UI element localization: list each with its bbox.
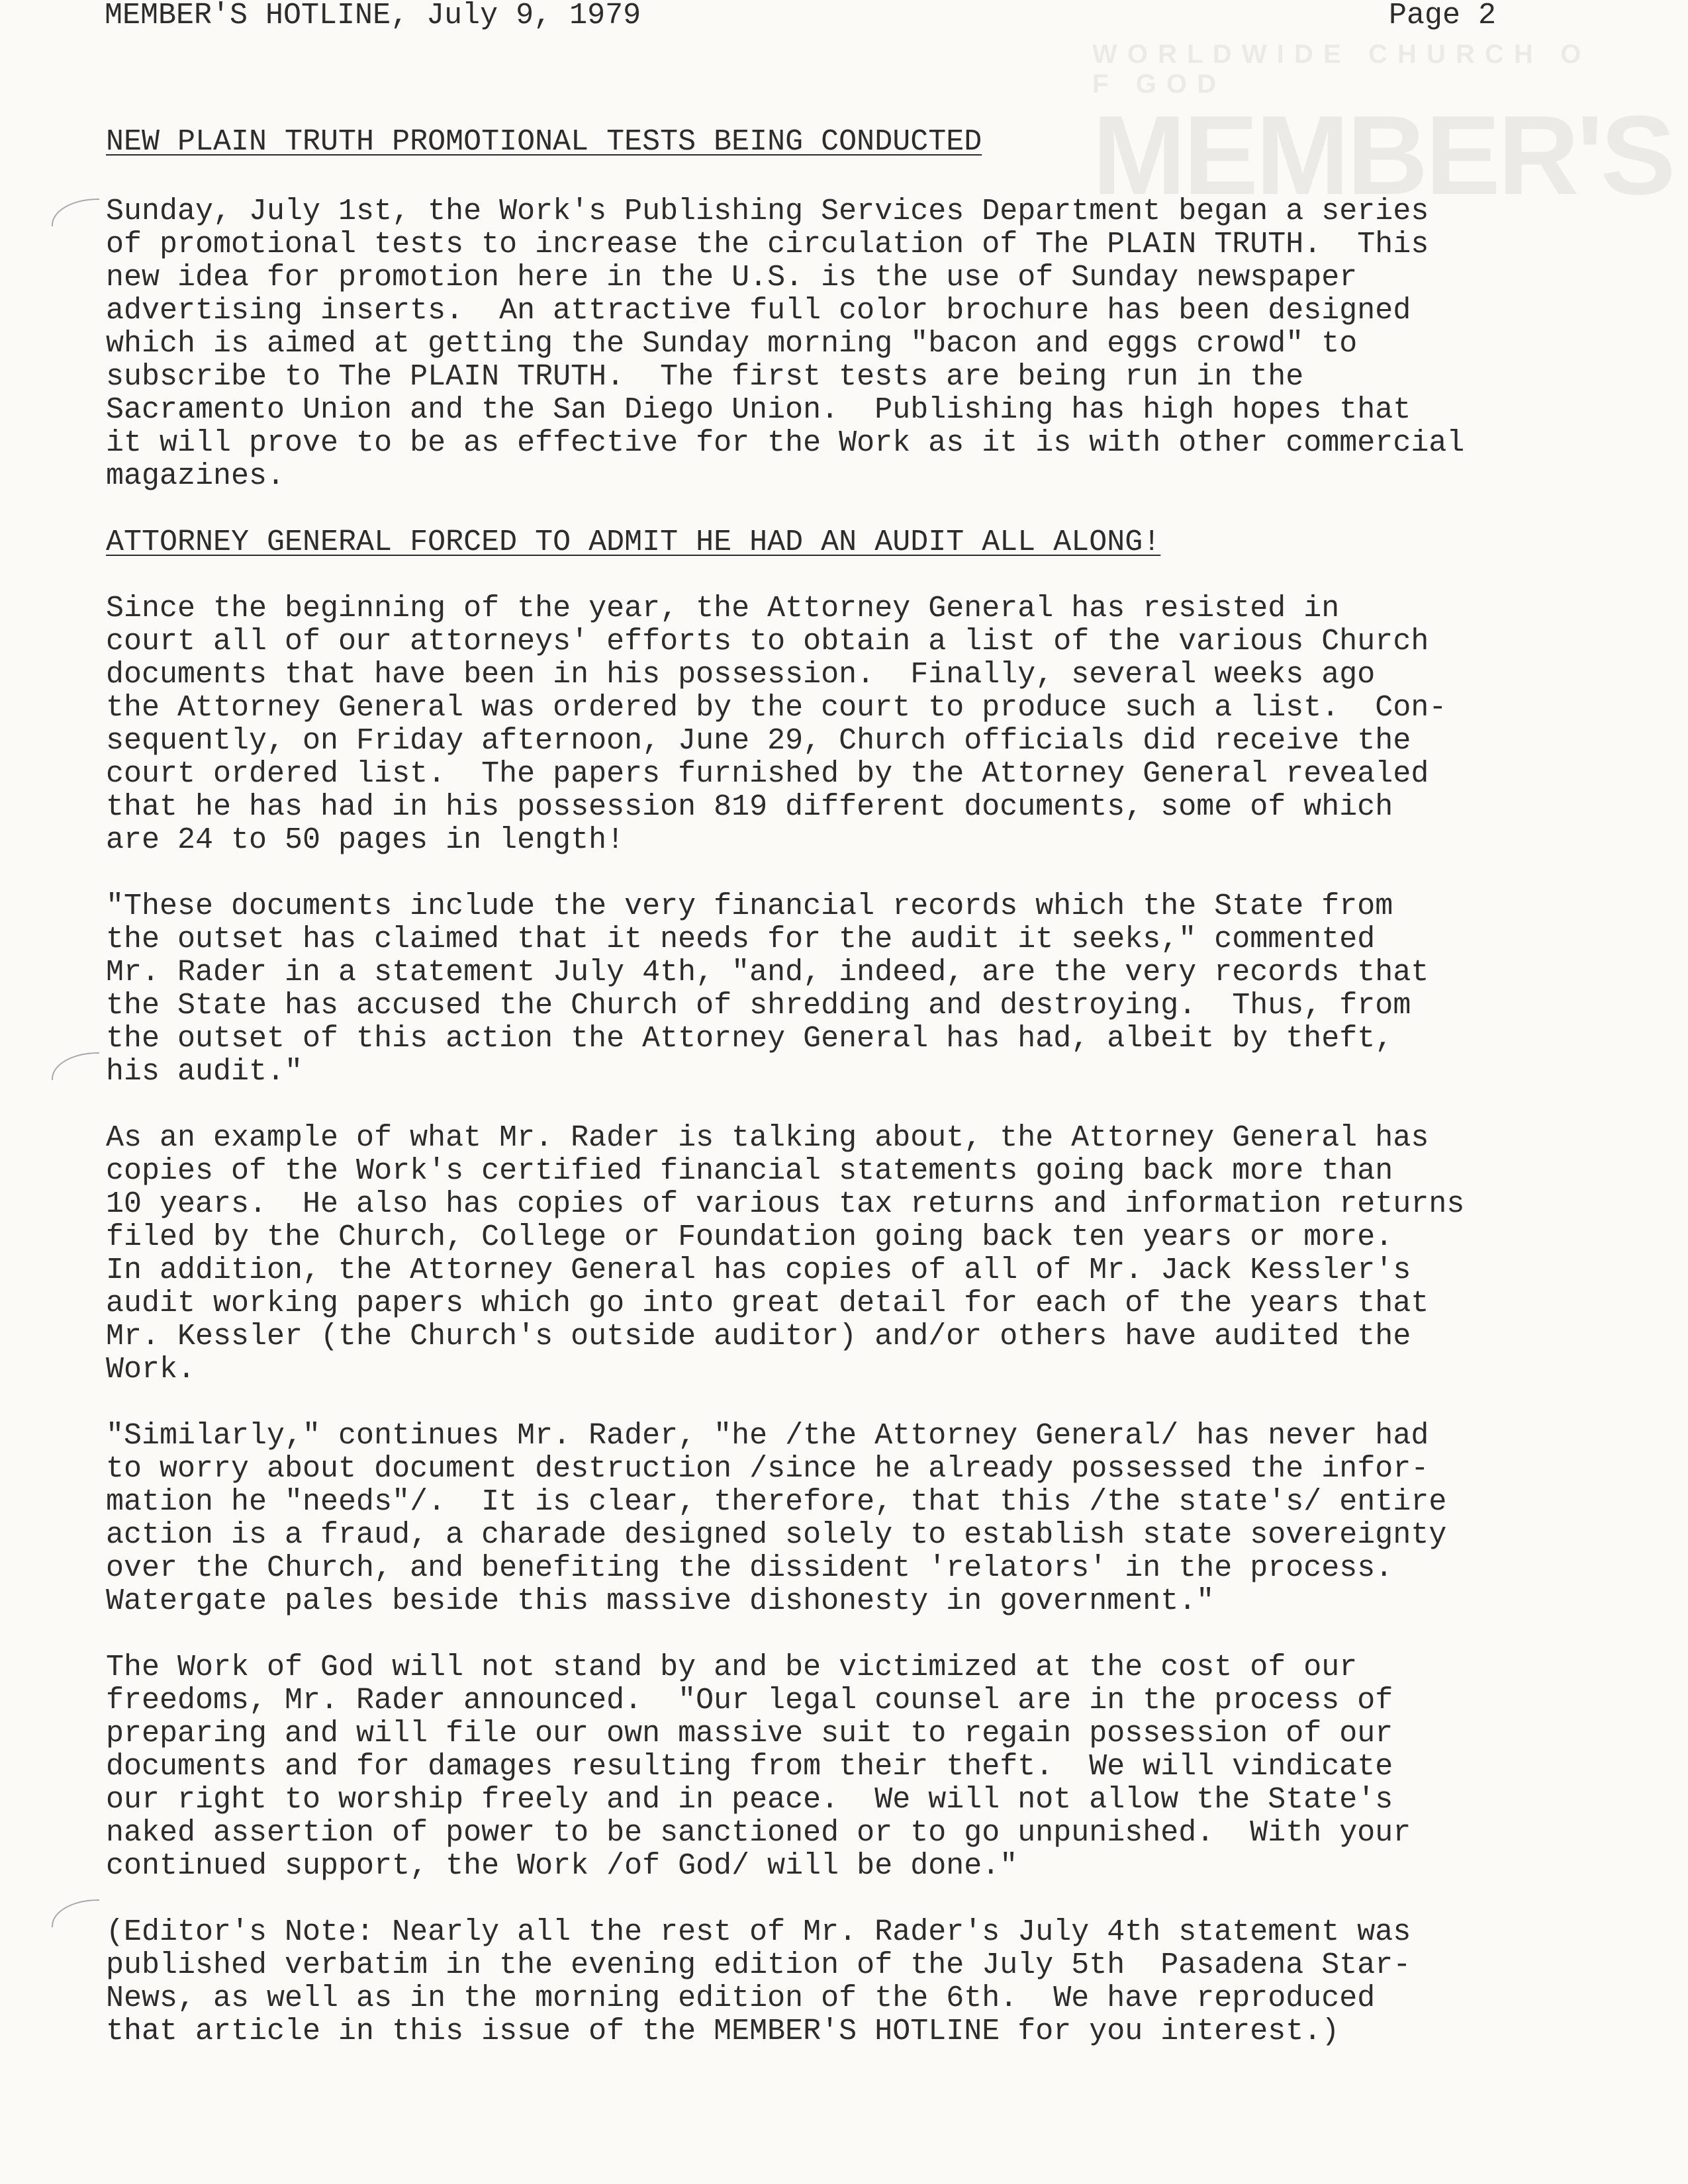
paragraph-editors-note: [106, 1916, 1411, 2048]
text-line: of promotional tests to increase the circulation of The PLAIN TRUTH. This: [106, 228, 1429, 261]
section-heading-plain-truth: NEW PLAIN TRUTH PROMOTIONAL TESTS BEING CONDUCTED: [106, 125, 982, 159]
text-line: copies of the Work's certified financial statements going back more than: [106, 1154, 1393, 1188]
text-line: advertising inserts. An attractive full color brochure has been designed: [106, 294, 1411, 328]
text-line: over the Church, and benefiting the dissident 'relators' in the process.: [106, 1551, 1393, 1585]
text-line: Mr. Kessler (the Church's outside auditor) and/or others have audited the: [106, 1320, 1411, 1353]
text-line: "Similarly," continues Mr. Rader, "he /the Attorney General/ has never had: [106, 1419, 1429, 1453]
text-line: to worry about document destruction /since he already possessed the infor-: [106, 1452, 1429, 1486]
text-line: "These documents include the very financial records which the State from: [106, 889, 1393, 923]
text-line: new idea for promotion here in the U.S. is the use of Sunday newspaper: [106, 261, 1358, 295]
text-line: the Attorney General was ordered by the court to produce such a list. Con-: [106, 691, 1447, 725]
section-heading-attorney-general: ATTORNEY GENERAL FORCED TO ADMIT HE HAD AN AUDIT ALL ALONG!: [106, 525, 1161, 559]
binder-hole-mark: [52, 1899, 99, 1927]
text-line: published verbatim in the evening edition of the July 5th Pasadena Star-: [106, 1948, 1411, 1982]
text-line: News, as well as in the morning edition of the 6th. We have reproduced: [106, 1981, 1376, 2015]
text-line: sequently, on Friday afternoon, June 29, Church officials did receive the: [106, 724, 1411, 758]
text-line: documents and for damages resulting from their theft. We will vindicate: [106, 1750, 1393, 1784]
text-line: preparing and will file our own massive suit to regain possession of our: [106, 1717, 1393, 1751]
text-line: (Editor's Note: Nearly all the rest of Mr. Rader's July 4th statement was: [106, 1915, 1411, 1949]
newsletter-header: MEMBER'S HOTLINE, July 9, 1979: [105, 0, 641, 32]
paragraph-ag-1: [106, 592, 1446, 857]
text-line: that article in this issue of the MEMBER'S HOTLINE for you interest.): [106, 2015, 1340, 2048]
text-line: audit working papers which go into great detail for each of the years that: [106, 1287, 1429, 1320]
text-line: subscribe to The PLAIN TRUTH. The first tests are being run in the: [106, 360, 1304, 394]
text-line: that he has had in his possession 819 different documents, some of which: [106, 790, 1393, 824]
text-line: our right to worship freely and in peace. We will not allow the State's: [106, 1783, 1393, 1817]
page-number: Page 2: [1389, 0, 1497, 32]
binder-hole-mark: [52, 1052, 99, 1080]
paragraph-plain-truth: [106, 195, 1464, 493]
text-line: continued support, the Work /of God/ will be done.": [106, 1849, 1018, 1883]
text-line: naked assertion of power to be sanctioned or to go unpunished. With your: [106, 1816, 1411, 1850]
text-line: In addition, the Attorney General has copies of all of Mr. Jack Kessler's: [106, 1253, 1411, 1287]
text-line: Sacramento Union and the San Diego Union. Publishing has high hopes that: [106, 393, 1411, 427]
text-line: magazines.: [106, 459, 285, 493]
text-line: which is aimed at getting the Sunday morning "bacon and eggs crowd" to: [106, 327, 1358, 361]
text-line: freedoms, Mr. Rader announced. "Our legal counsel are in the process of: [106, 1684, 1393, 1717]
text-line: court ordered list. The papers furnished by the Attorney General revealed: [106, 757, 1429, 791]
text-line: it will prove to be as effective for the Work as it is with other commercial: [106, 426, 1465, 460]
text-line: mation he "needs"/. It is clear, therefore, that this /the state's/ entire: [106, 1485, 1447, 1519]
text-line: the outset has claimed that it needs for the audit it seeks," commented: [106, 923, 1376, 956]
text-line: Sunday, July 1st, the Work's Publishing Services Department began a series: [106, 195, 1429, 228]
paragraph-ag-work-of-god: [106, 1651, 1411, 1883]
text-line: Mr. Rader in a statement July 4th, "and, indeed, are the very records that: [106, 956, 1429, 989]
binder-hole-mark: [52, 199, 99, 226]
text-line: filed by the Church, College or Foundation going back ten years or more.: [106, 1220, 1393, 1254]
text-line: Watergate pales beside this massive dishonesty in government.": [106, 1584, 1215, 1618]
text-line: Since the beginning of the year, the Attorney General has resisted in: [106, 592, 1340, 625]
text-line: his audit.": [106, 1055, 303, 1089]
text-line: documents that have been in his possession. Finally, several weeks ago: [106, 658, 1376, 692]
text-line: The Work of God will not stand by and be victimized at the cost of our: [106, 1651, 1358, 1684]
text-line: Work.: [106, 1353, 196, 1387]
text-line: action is a fraud, a charade designed solely to establish state sovereignty: [106, 1518, 1447, 1552]
text-line: As an example of what Mr. Rader is talking about, the Attorney General has: [106, 1121, 1429, 1155]
text-line: court all of our attorneys' efforts to obtain a list of the various Church: [106, 625, 1429, 659]
paragraph-ag-example: [106, 1122, 1464, 1387]
bleed-through-masthead: W O R L D W I D E C H U R C H O F G O D MEMBER'S: [1092, 40, 1673, 218]
text-line: are 24 to 50 pages in length!: [106, 823, 625, 857]
text-line: the State has accused the Church of shredding and destroying. Thus, from: [106, 989, 1411, 1023]
text-line: 10 years. He also has copies of various tax returns and information returns: [106, 1187, 1465, 1221]
paragraph-ag-quote: [106, 890, 1429, 1089]
paragraph-ag-similarly: [106, 1420, 1446, 1618]
text-line: the outset of this action the Attorney General has had, albeit by theft,: [106, 1022, 1393, 1056]
